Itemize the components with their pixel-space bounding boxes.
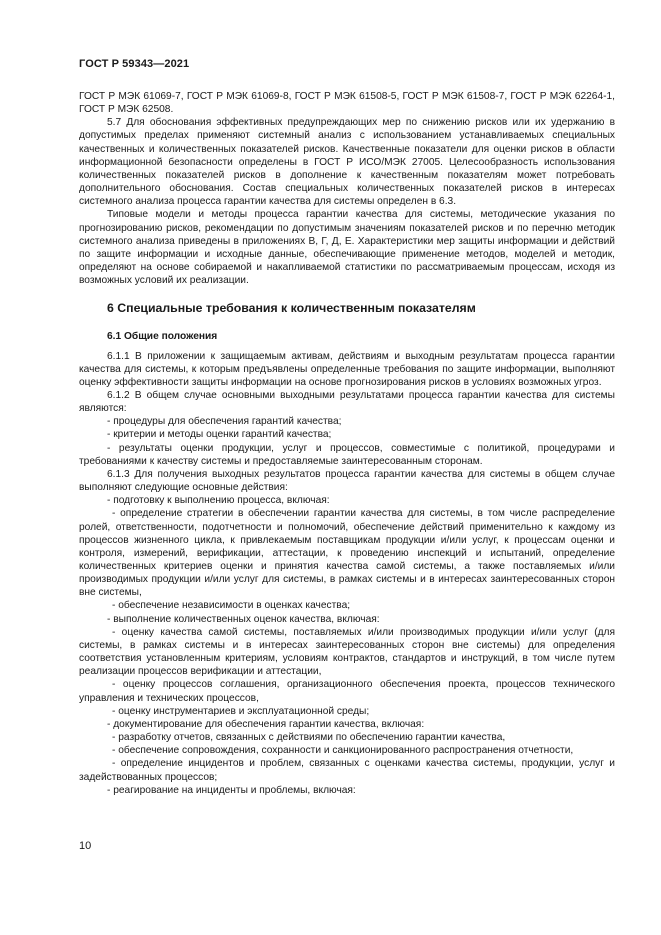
list-item: - оценку качества самой системы, поставляемых и/или производимых продукции и/или услуг (для системы, в рамках системы и в интересах заинтересованных сторон вне системы) для определения соответствия установленным критериям, условиям контрактов, стандартов и инструкций, в том числе путем реализации процессов верификации и аттестации, (79, 626, 615, 678)
document-header: ГОСТ Р 59343—2021 (79, 58, 190, 70)
paragraph: 6.1.2 В общем случае основными выходными результатами процесса гарантии качества для системы являются: (79, 389, 615, 415)
list-item: - подготовку к выполнению процесса, включая: (107, 495, 330, 507)
paragraph: 6.1.1 В приложении к защищаемым активам, действиям и выходным результатам процесса гарантии качества для системы, к которым предъявлены определенные требования по защите информации, выполняют оценку эффективности защиты информации на основе прогнозирования рисков в условиях возможных угроз. (79, 350, 615, 388)
list-item: - определение стратегии в обеспечении гарантии качества для системы, в том числе распределение ролей, ответственности, подотчетности и полномочий, обеспечение действий применительно к каждому из процессов жизненного цикла, к привлекаемым поставщикам продукции и/или услуг, к процессам оценки и контроля, измерений, верификации, аттестации, к проведению инспекций и испытаний, определение количественных критериев оценки и принятия качества самой системы, а также поставляемых и/или производимых продукции и/или услуг для системы, в рамках системы и в интересах заинтересованных сторон вне системы, (79, 508, 615, 599)
page-number: 10 (79, 840, 92, 852)
paragraph: ГОСТ Р МЭК 61069-7, ГОСТ Р МЭК 61069-8, ГОСТ Р МЭК 61508-5, ГОСТ Р МЭК 61508-7, ГОСТ Р МЭК 62264-1, ГОСТ Р МЭК 62508. (79, 91, 615, 116)
section-title: 6 Специальные требования к количественным показателям (107, 301, 476, 316)
list-item: - реагирование на инциденты и проблемы, включая: (107, 784, 356, 796)
list-item: - выполнение количественных оценок качества, включая: (107, 613, 380, 625)
paragraph: 5.7 Для обоснования эффективных предупреждающих мер по снижению рисков или их удержанию в допустимых пределах применяют системный анализ с использованием устанавливаемых специальных качественных и количественных показателей рисков. Качественные показатели для оценки рисков в области информационной безопасности определены в ГОСТ Р ИСО/МЭК 27005. Целесообразность использования количественных показателей рисков в дополнение к качественным показателям может потребовать дополнительного обоснования. Состав специальных количественных показателей рисков в интересах системного анализа процесса гарантии качества для системы определен в 6.3. (79, 117, 615, 208)
list-item: - результаты оценки продукции, услуг и процессов, совместимые с политикой, процедурами и требованиями к качеству системы и предоставляемые заинтересованным сторонам. (79, 442, 615, 467)
subsection-title: 6.1 Общие положения (107, 331, 218, 343)
list-item: - определение инцидентов и проблем, связанных с оценками качества системы, продукции, услуг и задействованных процессов; (79, 758, 615, 783)
list-item: - документирование для обеспечения гарантии качества, включая: (107, 718, 425, 730)
list-item: - критерии и методы оценки гарантий качества; (107, 429, 332, 441)
document-body (79, 90, 615, 797)
list-item: - оценку процессов соглашения, организационного обеспечения проекта, процессов технического управления и технических процессов, (79, 679, 615, 704)
list-item: - оценку инструментариев и эксплуатационной среды; (112, 705, 370, 717)
list-item: - процедуры для обеспечения гарантий качества; (107, 416, 342, 428)
list-item: - обеспечение сопровождения, сохранности и санкционированного распространения отчетности, (112, 745, 574, 757)
paragraph: Типовые модели и методы процесса гарантии качества для системы, методические указания по прогнозированию рисков, рекомендации по допустимым значениям показателей рисков и по перечню методик системного анализа приведены в приложениях В, Г, Д, Е. Характеристики мер защиты информации и действий по защите информации и исходные данные, обеспечивающие применение методов, моделей и методик, определяют на основе собираемой и накапливаемой статистики по рассматриваемым процессам, исходя из возможных условий их реализации. (79, 209, 615, 287)
list-item: - разработку отчетов, связанных с действиями по обеспечению гарантии качества, (112, 732, 506, 744)
paragraph: 6.1.3 Для получения выходных результатов процесса гарантии качества для системы в общем случае выполняют следующие основные действия: (79, 468, 615, 494)
list-item: - обеспечение независимости в оценках качества; (112, 600, 351, 612)
